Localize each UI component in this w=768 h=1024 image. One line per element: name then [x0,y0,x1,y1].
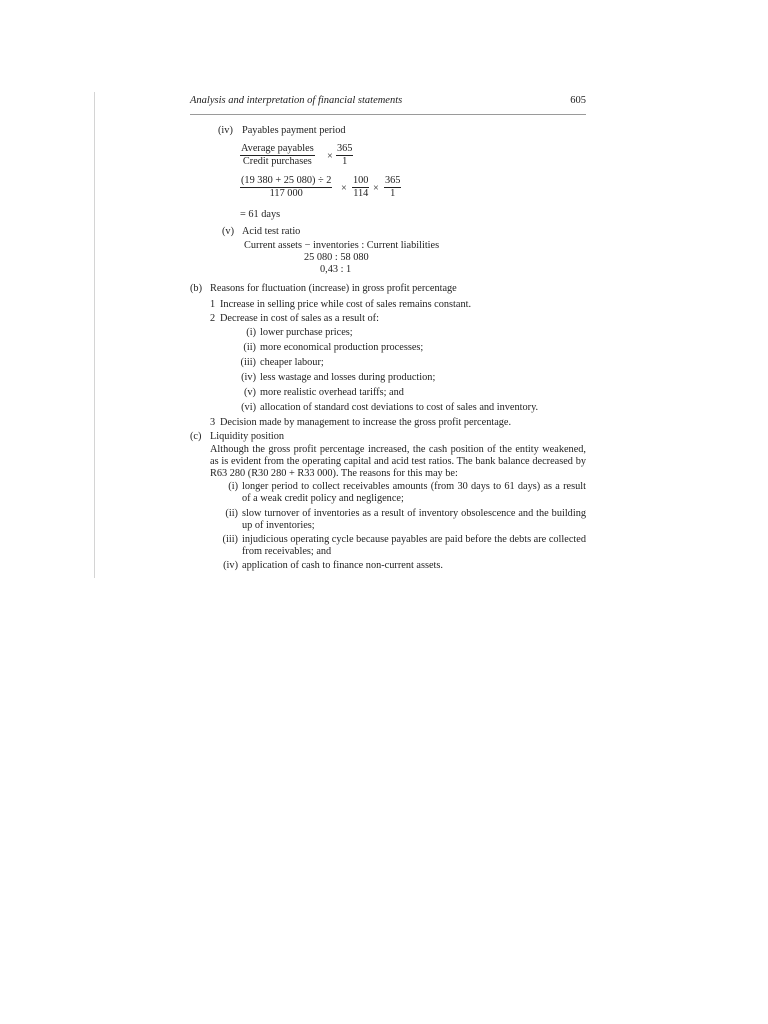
list-item [216,481,586,505]
subitem-number: (i) [246,327,256,338]
subitem-number: (ii) [243,342,256,353]
item-text: longer period to collect receivables amounts (from 30 days to 61 days) as a result of a weak credit policy and negligence; [242,481,586,504]
fraction: $\frac{365}{1}$ [337,143,353,167]
item-number: (i) [228,481,238,492]
section-heading: Liquidity position [210,431,285,442]
operator: × [327,151,333,162]
item-label: (iv) [218,125,233,136]
point-number: 1 [210,299,216,310]
book-page [190,94,586,571]
list-item [216,508,586,532]
margin-rule [94,92,95,578]
subitem-number: (iv) [241,372,256,383]
page-number: 605 [570,95,586,106]
fraction: Average payables Credit purchases [241,143,314,167]
section-heading: Acid test ratio [242,226,301,237]
section-heading: Reasons for fluctuation (increase) in gross profit percentage [210,283,457,294]
subitem-text: allocation of standard cost deviations to cost of sales and inventory. [260,402,539,413]
subitem-text: more economical production processes; [260,342,424,353]
point-text: Decision made by management to increase the gross profit percentage. [220,417,512,428]
point-text: Increase in selling price while cost of sales remains constant. [220,299,472,310]
item-label: (v) [222,226,235,237]
list-item [216,560,586,572]
subitem-number: (iii) [240,357,256,368]
point-number: 3 [210,417,216,428]
subitem-text: lower purchase prices; [260,327,353,338]
item-text: injudicious operating cycle because payables are paid before the debts are collected from receivables; and [242,534,586,557]
section-heading: Payables payment period [242,125,346,136]
item-number: (iv) [223,560,238,571]
fraction: $\frac{365}{1}$ [385,175,401,199]
header-title: Analysis and interpretation of financial statements [190,95,403,106]
subitem-number: (vi) [241,402,256,413]
operator: × [341,183,347,194]
point-text: Decrease in cost of sales as a result of: [220,313,379,324]
ratio-formula: Current assets − inventories : Current liabilities [244,240,440,251]
item-number: (ii) [225,508,238,519]
calc-result: = 61 days [240,209,281,220]
ratio-result: 0,43 : 1 [320,264,352,275]
subitem-number: (v) [243,387,256,398]
running-header [190,94,586,115]
fraction: $\frac{(19 380 + 25 080) \div 2}{117 000}$ [241,175,332,199]
subitem-text: less wastage and losses during production; [260,372,436,383]
subitem-text: cheaper labour; [260,357,324,368]
ratio-values: 25 080 : 58 080 [304,252,369,263]
part-label: (b) [190,283,203,294]
part-label: (c) [190,431,202,442]
fraction: $\frac{100}{114}$ [353,175,369,199]
item-number: (iii) [222,534,238,545]
item-text: application of cash to finance non-current assets. [242,560,444,571]
subitem-text: more realistic overhead tariffs; and [260,387,404,398]
item-text: slow turnover of inventories as a result of inventory obsolescence and the building up of inventories; [242,508,586,531]
liquidity-paragraph: Although the gross profit percentage increased, the cash position of the entity weakened, as is evident from the operating capital and acid test ratios. The bank balance decreased by R63 280 (R30 280 + R33 000). The reasons for this may be: [210,444,586,479]
list-item [216,534,586,558]
point-number: 2 [210,313,216,324]
operator: × [373,183,379,194]
